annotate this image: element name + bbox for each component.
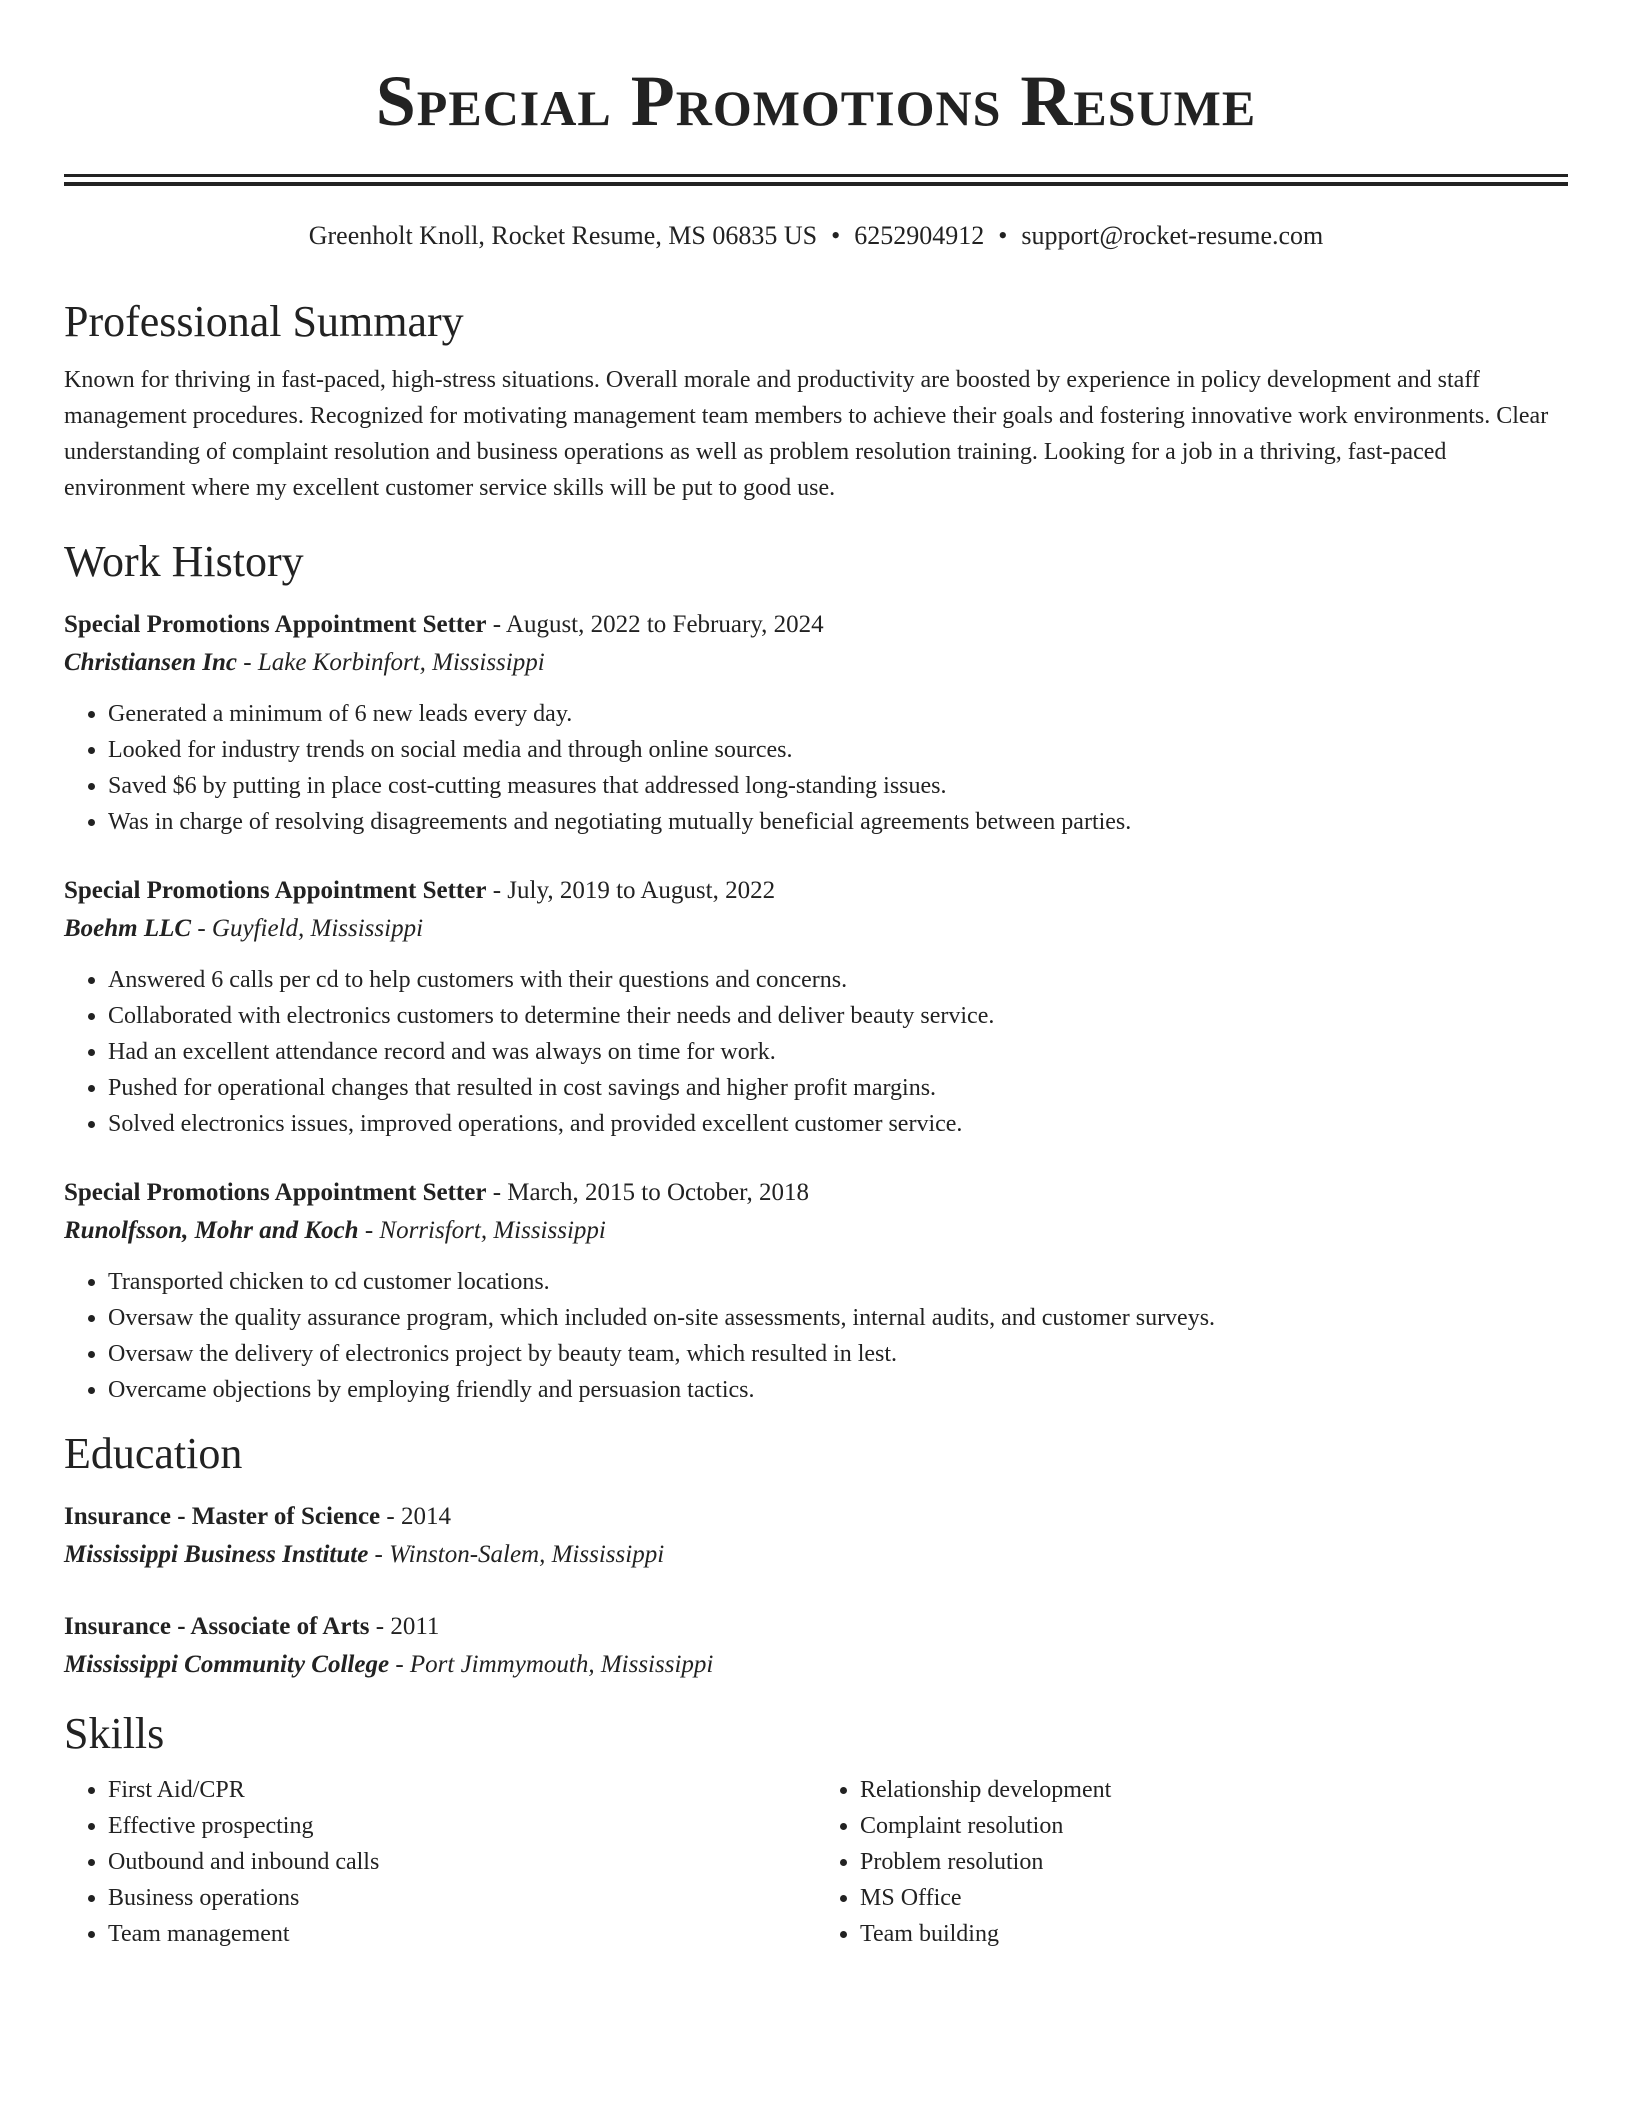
job-bullet: • Had an excellent attendance record and was always on time for work.: [108, 1034, 1568, 1070]
contact-line: [64, 220, 1568, 252]
skill-item: • Team building: [860, 1916, 1568, 1952]
work-history-heading: Work History: [64, 537, 304, 586]
skill-item: • Problem resolution: [860, 1844, 1568, 1880]
job-bullet: • Transported chicken to cd customer locations.: [108, 1264, 1568, 1300]
job-bullets: [64, 1264, 1568, 1408]
job-bullet: • Was in charge of resolving disagreements and negotiating mutually beneficial agreements between parties.: [108, 804, 1568, 840]
job-bullet: • Solved electronics issues, improved operations, and provided excellent customer service.: [108, 1106, 1568, 1142]
education-entry: [64, 1608, 1568, 1684]
education-degree: Insurance - Master of Science: [64, 1503, 381, 1530]
job-employer: [64, 1212, 1568, 1250]
education-school: Mississippi Community College: [64, 1651, 390, 1678]
job-dates: - March, 2015 to October, 2018: [486, 1179, 809, 1206]
job-company: Runolfsson, Mohr and Koch: [64, 1217, 359, 1244]
job-company: Christiansen Inc: [64, 649, 237, 676]
job-dates: - August, 2022 to February, 2024: [486, 611, 824, 638]
job-bullets: [64, 962, 1568, 1142]
contact-separator: •: [998, 221, 1008, 250]
job-bullet: • Overcame objections by employing friendly and persuasion tactics.: [108, 1372, 1568, 1408]
education-school: Mississippi Business Institute: [64, 1541, 369, 1568]
skills-grid: [64, 1772, 1568, 1952]
education-location: - Port Jimmymouth, Mississippi: [389, 1651, 714, 1678]
education-degree: Insurance - Associate of Arts: [64, 1613, 370, 1640]
education-entry: [64, 1498, 1568, 1574]
contact-phone: 6252904912: [854, 221, 985, 250]
job-bullet: • Answered 6 calls per cd to help customers with their questions and concerns.: [108, 962, 1568, 998]
contact-separator: •: [831, 221, 841, 250]
education-year: - 2011: [369, 1613, 440, 1640]
job-entry: [64, 872, 1568, 1142]
job-location: - Norrisfort, Mississippi: [358, 1217, 606, 1244]
education-heading: Education: [64, 1429, 243, 1478]
skill-item: • Team management: [108, 1916, 816, 1952]
job-location: - Lake Korbinfort, Mississippi: [237, 649, 545, 676]
skill-item: • Effective prospecting: [108, 1808, 816, 1844]
job-bullet: • Oversaw the delivery of electronics project by beauty team, which resulted in lest.: [108, 1336, 1568, 1372]
job-bullet: • Pushed for operational changes that resulted in cost savings and higher profit margins.: [108, 1070, 1568, 1106]
skill-item: • Business operations: [108, 1880, 816, 1916]
job-title: Special Promotions Appointment Setter: [64, 611, 487, 638]
education-institution: [64, 1536, 1568, 1574]
title-double-rule: [64, 174, 1568, 186]
job-location: - Guyfield, Mississippi: [191, 915, 424, 942]
contact-email: support@rocket-resume.com: [1021, 221, 1324, 250]
job-bullets: [64, 696, 1568, 840]
skills-heading: Skills: [64, 1709, 165, 1758]
job-title: Special Promotions Appointment Setter: [64, 1179, 487, 1206]
education-year: - 2014: [380, 1503, 451, 1530]
job-entry: [64, 1174, 1568, 1408]
job-bullet: • Saved $6 by putting in place cost-cutting measures that addressed long-standing issues.: [108, 768, 1568, 804]
skills-column-left: [64, 1772, 816, 1952]
skill-item: • Relationship development: [860, 1772, 1568, 1808]
summary-heading: Professional Summary: [64, 297, 464, 346]
skill-item: • First Aid/CPR: [108, 1772, 816, 1808]
skill-item: • MS Office: [860, 1880, 1568, 1916]
job-title: Special Promotions Appointment Setter: [64, 877, 487, 904]
job-bullet: • Collaborated with electronics customers to determine their needs and deliver beauty service.: [108, 998, 1568, 1034]
education-institution: [64, 1646, 1568, 1684]
job-bullet: • Looked for industry trends on social media and through online sources.: [108, 732, 1568, 768]
job-header: [64, 606, 1568, 644]
education-header: [64, 1608, 1568, 1646]
job-header: [64, 1174, 1568, 1212]
education-location: - Winston-Salem, Mississippi: [368, 1541, 665, 1568]
skills-column-right: [816, 1772, 1568, 1952]
summary-text: Known for thriving in fast-paced, high-stress situations. Overall morale and productivity are boosted by experience in policy development and staff management procedures. Recognized for motivating management team members to achieve their goals and fostering innovative work environments. Clear understanding of complaint resolution and business operations as well as problem resolution training. Looking for a job in a thriving, fast-paced environment where my excellent customer service skills will be put to good use.: [64, 367, 1549, 501]
job-bullet: • Oversaw the quality assurance program, which included on-site assessments, internal audits, and customer surveys.: [108, 1300, 1568, 1336]
job-employer: [64, 910, 1568, 948]
skill-item: • Outbound and inbound calls: [108, 1844, 816, 1880]
job-employer: [64, 644, 1568, 682]
contact-address: Greenholt Knoll, Rocket Resume, MS 06835 US: [308, 221, 818, 250]
job-header: [64, 872, 1568, 910]
job-dates: - July, 2019 to August, 2022: [486, 877, 776, 904]
job-company: Boehm LLC: [64, 915, 192, 942]
job-entry: [64, 606, 1568, 840]
education-header: [64, 1498, 1568, 1536]
job-bullet: • Generated a minimum of 6 new leads every day.: [108, 696, 1568, 732]
skill-item: • Complaint resolution: [860, 1808, 1568, 1844]
resume-title: Special Promotions Resume: [375, 61, 1257, 141]
